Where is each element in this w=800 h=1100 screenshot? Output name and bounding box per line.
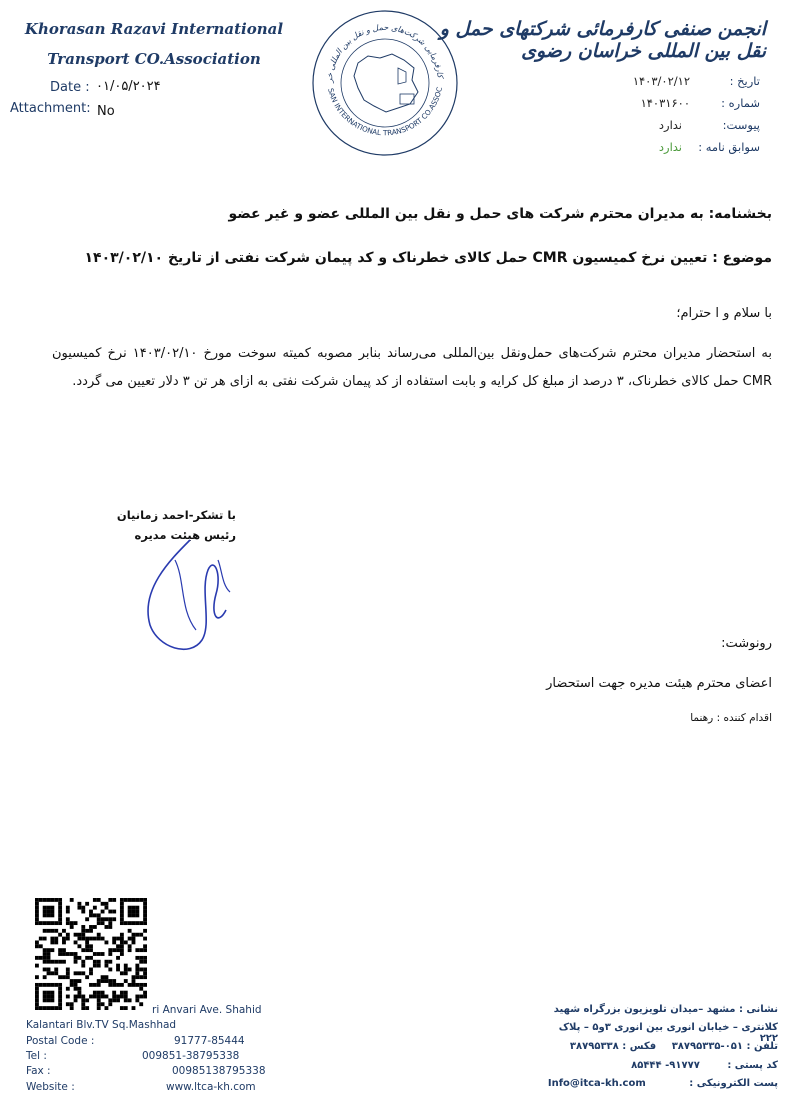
letter-body: به استحضار مدیران محترم شرکت‌های حمل‌ونقل بین‌المللی می‌رساند بنابر مصوبه کمیته سوخت مورخ ۱۴۰۳/۰۲/۱۰ نرخ کمیسیون CMR حمل کالای خطرناک، ۳ درصد از مبلغ کل کرایه و بابت استفاده از کد پیمان شرکت نفتی به ازای هر تن ۳ دلار تعیین می گردد. (52, 346, 773, 389)
meta-date-label: تاریخ : (729, 74, 760, 88)
meta-history-label: سوابق نامه : (698, 140, 760, 154)
footer-postal-fa-label: کد پستی : (727, 1060, 778, 1071)
meta-history-value: ندارد (658, 140, 682, 154)
footer-postal-fa-row (538, 1060, 778, 1071)
meta-attachment-label: پیوست: (722, 118, 760, 132)
footer-address-en-1: ri Anvari Ave. Shahid (152, 1004, 262, 1016)
footer-website-value[interactable]: www.ltca-kh.com (166, 1081, 256, 1093)
greeting: با سلام و ا حترام؛ (676, 306, 772, 321)
date-label: Date : (50, 80, 90, 95)
svg-text:انجمن صنفی کارفرمایی شرکت‌های (310, 8, 445, 84)
footer-phone-fax-row (538, 1041, 778, 1052)
footer-postal-value: 91777-85444 (174, 1035, 245, 1047)
footer-address-fa-2: کلانتری – خیابان انوری بین انوری ۳و۵ – پلاک ۲۲۲ (558, 1022, 778, 1044)
footer-fax-label: Fax : (26, 1065, 51, 1077)
footer-fax-value: 00985138795338 (172, 1065, 266, 1077)
footer-address-fa-1: نشانی : مشهد –میدان تلویزیون بزرگراه شهید (553, 1004, 778, 1015)
qr-code-image (32, 898, 150, 1010)
handwritten-signature (130, 530, 250, 660)
org-name-fa: انجمن صنفی کارفرمائی شرکتهای حمل و نقل بین المللی خراسان رضوی (439, 18, 766, 62)
footer-fax-fa-label: فکس : (622, 1041, 657, 1052)
footer-email-fa-row (538, 1078, 778, 1089)
cc-recipients: اعضای محترم هیئت مدیره جهت استحضار (546, 676, 772, 691)
signature-name: با تشکر-احمد زمانیان (116, 508, 236, 522)
seal-top-text: کارفرمایی شرکت‌های حمل و نقل بین المللی خر (324, 22, 445, 83)
signature-title: رئیس هیئت مدیره (134, 528, 236, 542)
footer-email-value[interactable]: Info@itca-kh.com (547, 1078, 646, 1089)
meta-date-value: ۱۴۰۳/۰۲/۱۲ (632, 74, 690, 88)
action-by: اقدام کننده : رهنما (690, 712, 772, 724)
circular-recipient: بخشنامه: به مدیران محترم شرکت های حمل و نقل بین المللی عضو و غیر عضو (228, 206, 772, 222)
footer-tel-fa-value: ۰۵۱-۳۸۷۹۵۳۳۵ (671, 1041, 743, 1052)
org-name-en-line1: Khorasan Razavi International (24, 20, 284, 38)
footer-tel-fa-label: تلفن : (746, 1041, 778, 1052)
meta-row-number (540, 92, 760, 114)
meta-attachment-value: ندارد (658, 118, 682, 132)
letter-subject: موضوع : تعیین نرخ کمیسیون CMR حمل کالای خطرناک و کد پیمان شرکت نفتی از تاریخ ۱۴۰۳/۰۲/۱۰ (84, 250, 772, 266)
attachment-value: No (97, 104, 115, 119)
meta-row-history (540, 136, 760, 158)
date-value: ۰۱/۰۵/۲۰۲۴ (96, 79, 161, 94)
meta-number-label: شماره : (721, 96, 760, 110)
footer-website-label: Website : (26, 1081, 75, 1093)
footer-fax-fa-value: ۳۸۷۹۵۳۳۸ (569, 1041, 619, 1052)
footer-postal-label: Postal Code : (26, 1035, 95, 1047)
meta-row-attachment (540, 114, 760, 136)
footer-tel-label: Tel : (26, 1050, 47, 1062)
footer-tel-value: 009851-38795338 (142, 1050, 240, 1062)
attachment-label: Attachment: (10, 101, 91, 116)
footer-postal-fa-value: ۹۱۷۷۷- ۸۵۴۴۴ (631, 1060, 700, 1071)
seal-bottom-text: SAN INTERNATIONAL TRANSPORT CO.ASSOC (326, 86, 445, 138)
meta-number-value: ۱۴۰۳۱۶۰۰ (640, 96, 690, 110)
cc-label: رونوشت: (721, 636, 772, 651)
letter-meta-block (540, 70, 760, 158)
footer-email-fa-label: پست الکترونیکی : (689, 1078, 778, 1089)
org-name-en-line2: Transport CO.Association (47, 50, 261, 68)
meta-row-date (540, 70, 760, 92)
footer-address-en-2: Kalantari Blv.TV Sq.Mashhad (26, 1019, 177, 1031)
